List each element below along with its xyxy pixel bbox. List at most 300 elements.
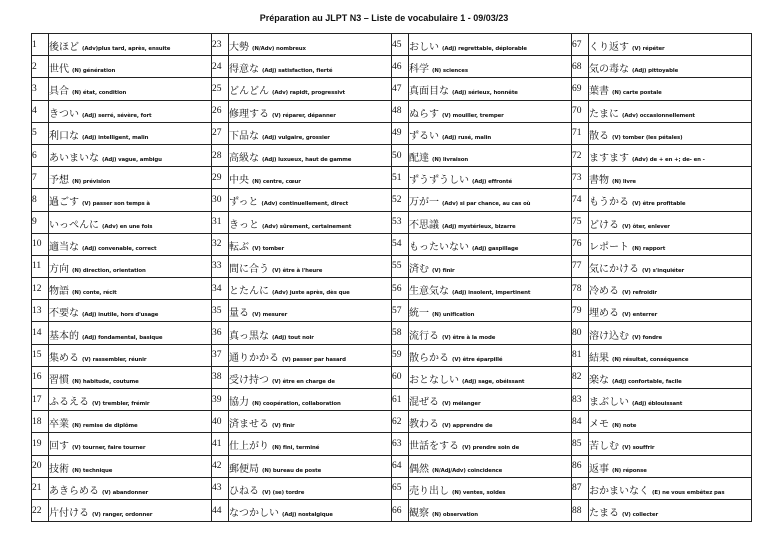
french-definition: (V) ranger, ordonner xyxy=(92,512,153,519)
japanese-word: 流行る xyxy=(409,330,439,342)
japanese-word: 気の毒な xyxy=(589,64,629,76)
table-row xyxy=(32,167,752,189)
japanese-word: 配達 xyxy=(409,153,429,165)
japanese-word: 真っ黒な xyxy=(229,330,269,342)
entry-number: 71 xyxy=(572,122,589,144)
vocab-entry xyxy=(589,300,752,322)
vocab-entry xyxy=(409,344,572,366)
japanese-word: 習慣 xyxy=(49,374,69,386)
entry-number: 21 xyxy=(32,477,49,499)
french-definition: (Adj) vague, ambigu xyxy=(102,157,162,164)
vocab-entry xyxy=(589,122,752,144)
table-row xyxy=(32,78,752,100)
vocab-entry xyxy=(409,122,572,144)
entry-number: 54 xyxy=(392,233,409,255)
japanese-word: どんどん xyxy=(229,86,269,98)
entry-number: 36 xyxy=(212,322,229,344)
japanese-word: 予想 xyxy=(49,175,69,187)
entry-number: 5 xyxy=(32,122,49,144)
entry-number: 31 xyxy=(212,211,229,233)
entry-number: 40 xyxy=(212,411,229,433)
japanese-word: 万が一 xyxy=(409,197,439,209)
table-row xyxy=(32,144,752,166)
french-definition: (Adj) tout noir xyxy=(272,334,314,341)
japanese-word: 卒業 xyxy=(49,419,69,431)
vocab-entry xyxy=(49,167,212,189)
vocab-entry xyxy=(409,189,572,211)
vocab-entry xyxy=(589,211,752,233)
french-definition: (N) remise de diplôme xyxy=(72,423,138,430)
vocab-entry xyxy=(409,56,572,78)
japanese-word: 冷める xyxy=(589,286,619,298)
japanese-word: 修理する xyxy=(229,108,269,120)
japanese-word: 不要な xyxy=(49,308,79,320)
table-row xyxy=(32,322,752,344)
vocab-entry xyxy=(589,255,752,277)
entry-number: 82 xyxy=(572,366,589,388)
table-row xyxy=(32,300,752,322)
table-row xyxy=(32,455,752,477)
vocab-entry xyxy=(409,278,572,300)
japanese-word: 技術 xyxy=(49,463,69,475)
vocab-entry xyxy=(229,34,392,56)
french-definition: (V) être éparpillé xyxy=(452,356,503,363)
french-definition: (Adj) éblouissant xyxy=(632,401,683,408)
entry-number: 11 xyxy=(32,255,49,277)
vocab-entry xyxy=(409,211,572,233)
japanese-word: 量る xyxy=(229,308,249,320)
entry-number: 44 xyxy=(212,499,229,521)
japanese-word: 散る xyxy=(589,130,609,142)
french-definition: (N) réponse xyxy=(612,467,647,474)
entry-number: 81 xyxy=(572,344,589,366)
vocabulary-table xyxy=(31,33,752,522)
french-definition: (Adj) confortable, facile xyxy=(612,378,682,385)
french-definition: (V) collecter xyxy=(622,512,659,519)
entry-number: 2 xyxy=(32,56,49,78)
table-row xyxy=(32,477,752,499)
entry-number: 7 xyxy=(32,167,49,189)
japanese-word: まぶしい xyxy=(589,397,629,409)
japanese-word: レポート xyxy=(589,241,629,253)
japanese-word: 統一 xyxy=(409,308,429,320)
japanese-word: 不思議 xyxy=(409,219,439,231)
entry-number: 79 xyxy=(572,300,589,322)
vocab-entry xyxy=(589,233,752,255)
entry-number: 70 xyxy=(572,100,589,122)
vocab-entry xyxy=(409,78,572,100)
french-definition: (N) direction, orientation xyxy=(72,267,146,274)
entry-number: 1 xyxy=(32,34,49,56)
vocab-entry xyxy=(49,233,212,255)
japanese-word: もったいない xyxy=(409,241,469,253)
vocab-entry xyxy=(229,122,392,144)
entry-number: 9 xyxy=(32,211,49,233)
vocab-entry xyxy=(49,144,212,166)
japanese-word: ふるえる xyxy=(49,397,89,409)
vocab-entry xyxy=(589,477,752,499)
japanese-word: 結果 xyxy=(589,352,609,364)
french-definition: (N) prévision xyxy=(72,179,111,186)
entry-number: 28 xyxy=(212,144,229,166)
entry-number: 49 xyxy=(392,122,409,144)
french-definition: (Adj) regrettable, déplorable xyxy=(442,46,527,53)
japanese-word: きつい xyxy=(49,108,79,120)
entry-number: 61 xyxy=(392,389,409,411)
vocab-entry xyxy=(589,389,752,411)
vocab-entry xyxy=(229,344,392,366)
entry-number: 69 xyxy=(572,78,589,100)
japanese-word: とたんに xyxy=(229,286,269,298)
french-definition: (V) (se) tordre xyxy=(262,489,305,496)
entry-number: 77 xyxy=(572,255,589,277)
french-definition: (V) être en charge de xyxy=(272,378,335,385)
entry-number: 12 xyxy=(32,278,49,300)
japanese-word: ますます xyxy=(589,153,629,165)
japanese-word: 通りかかる xyxy=(229,352,279,364)
entry-number: 34 xyxy=(212,278,229,300)
french-definition: (N/Adj/Adv) coïncidence xyxy=(432,467,503,474)
table-row xyxy=(32,344,752,366)
vocab-entry xyxy=(589,344,752,366)
vocab-entry xyxy=(589,189,752,211)
french-definition: (Adj) convenable, correct xyxy=(82,245,157,252)
table-row xyxy=(32,411,752,433)
french-definition: (Adv) de + en +; de- en - xyxy=(632,157,705,164)
japanese-word: 生意気な xyxy=(409,286,449,298)
japanese-word: もうかる xyxy=(589,197,629,209)
japanese-word: ずっと xyxy=(229,197,259,209)
japanese-word: たまる xyxy=(589,508,619,520)
japanese-word: 溶け込む xyxy=(589,330,629,342)
japanese-word: 高級な xyxy=(229,153,259,165)
entry-number: 72 xyxy=(572,144,589,166)
french-definition: (V) passer par hasard xyxy=(282,356,346,363)
japanese-word: 埋める xyxy=(589,308,619,320)
entry-number: 18 xyxy=(32,411,49,433)
vocab-entry xyxy=(409,455,572,477)
japanese-word: ひねる xyxy=(229,485,259,497)
french-definition: (V) refroidir xyxy=(622,290,657,297)
vocab-entry xyxy=(589,167,752,189)
vocab-entry xyxy=(49,322,212,344)
japanese-word: 得意な xyxy=(229,64,259,76)
vocab-entry xyxy=(409,389,572,411)
entry-number: 86 xyxy=(572,455,589,477)
japanese-word: 返事 xyxy=(589,463,609,475)
french-definition: (N) ventes, soldes xyxy=(452,489,506,496)
entry-number: 33 xyxy=(212,255,229,277)
french-definition: (N) technique xyxy=(72,467,113,474)
entry-number: 20 xyxy=(32,455,49,477)
vocab-entry xyxy=(409,233,572,255)
entry-number: 76 xyxy=(572,233,589,255)
entry-number: 47 xyxy=(392,78,409,100)
vocab-entry xyxy=(49,433,212,455)
entry-number: 74 xyxy=(572,189,589,211)
french-definition: (V) mesurer xyxy=(252,312,288,319)
japanese-word: 観察 xyxy=(409,508,429,520)
entry-number: 58 xyxy=(392,322,409,344)
french-definition: (Adj) effronté xyxy=(472,179,513,186)
vocab-entry xyxy=(589,322,752,344)
entry-number: 59 xyxy=(392,344,409,366)
vocab-entry xyxy=(229,144,392,166)
french-definition: (V) passer son temps à xyxy=(82,201,150,208)
japanese-word: 世話をする xyxy=(409,441,459,453)
french-definition: (V) réparer, dépanner xyxy=(272,112,336,119)
french-definition: (N) génération xyxy=(72,68,116,75)
french-definition: (V) tomber xyxy=(252,245,285,252)
french-definition: (V) tourner, faire tourner xyxy=(72,445,146,452)
vocab-entry xyxy=(49,300,212,322)
french-definition: (N) conte, récit xyxy=(72,290,117,297)
vocab-entry xyxy=(229,389,392,411)
entry-number: 42 xyxy=(212,455,229,477)
entry-number: 8 xyxy=(32,189,49,211)
french-definition: (Adv) juste après, dès que xyxy=(272,290,350,297)
entry-number: 48 xyxy=(392,100,409,122)
french-definition: (Adj) rusé, malin xyxy=(442,134,492,141)
japanese-word: 売り出し xyxy=(409,485,449,497)
french-definition: (V) mouiller, tremper xyxy=(442,112,504,119)
japanese-word: あいまいな xyxy=(49,153,99,165)
entry-number: 41 xyxy=(212,433,229,455)
entry-number: 85 xyxy=(572,433,589,455)
french-definition: (V) s'inquiéter xyxy=(642,267,685,274)
entry-number: 46 xyxy=(392,56,409,78)
table-row xyxy=(32,499,752,521)
entry-number: 29 xyxy=(212,167,229,189)
entry-number: 65 xyxy=(392,477,409,499)
entry-number: 83 xyxy=(572,389,589,411)
entry-number: 37 xyxy=(212,344,229,366)
french-definition: (N) bureau de poste xyxy=(262,467,322,474)
french-definition: (N) rapport xyxy=(632,245,666,252)
french-definition: (V) mélanger xyxy=(442,401,481,408)
japanese-word: 後ほど xyxy=(49,42,79,54)
vocab-entry xyxy=(409,411,572,433)
japanese-word: 済む xyxy=(409,263,429,275)
table-row xyxy=(32,255,752,277)
french-definition: (Adv) en une fois xyxy=(102,223,153,230)
entry-number: 45 xyxy=(392,34,409,56)
japanese-word: おかまいなく xyxy=(589,485,649,497)
french-definition: (N) fini, terminé xyxy=(272,445,320,452)
vocab-entry xyxy=(229,56,392,78)
vocab-entry xyxy=(229,189,392,211)
french-definition: (N) centre, cœur xyxy=(252,179,301,186)
french-definition: (Adv) rapidt, progressivt xyxy=(272,90,345,97)
japanese-word: 世代 xyxy=(49,64,69,76)
vocab-entry xyxy=(409,255,572,277)
entry-number: 30 xyxy=(212,189,229,211)
vocab-entry xyxy=(409,34,572,56)
french-definition: (Adj) sérieux, honnête xyxy=(452,90,518,97)
vocab-entry xyxy=(589,499,752,521)
vocab-entry xyxy=(409,499,572,521)
entry-number: 84 xyxy=(572,411,589,433)
vocab-entry xyxy=(229,255,392,277)
japanese-word: 利口な xyxy=(49,130,79,142)
table-row xyxy=(32,233,752,255)
french-definition: (V) ôter, enlever xyxy=(622,223,670,230)
french-definition: (Adv) continuellement, direct xyxy=(261,201,349,208)
vocab-entry xyxy=(49,189,212,211)
french-definition: (V) apprendre de xyxy=(442,423,493,430)
french-definition: (Adj) insolent, impertinent xyxy=(452,290,531,297)
french-definition: (V) être à la mode xyxy=(442,334,496,341)
entry-number: 6 xyxy=(32,144,49,166)
french-definition: (Adj) sage, obéissant xyxy=(462,378,525,385)
vocab-entry xyxy=(589,433,752,455)
french-definition: (Adj) mystérieux, bizarre xyxy=(442,223,516,230)
japanese-word: 散らかる xyxy=(409,352,449,364)
vocab-entry xyxy=(49,122,212,144)
french-definition: (V) prendre soin de xyxy=(462,445,520,452)
entry-number: 88 xyxy=(572,499,589,521)
french-definition: (N) note xyxy=(612,423,637,430)
french-definition: (Adj) inutile, hors d'usage xyxy=(82,312,159,319)
entry-number: 56 xyxy=(392,278,409,300)
vocab-entry xyxy=(589,78,752,100)
entry-number: 64 xyxy=(392,455,409,477)
french-definition: (N/Adv) nombreux xyxy=(252,46,306,53)
japanese-word: 片付ける xyxy=(49,508,89,520)
vocab-entry xyxy=(409,300,572,322)
japanese-word: なつかしい xyxy=(229,508,279,520)
vocab-entry xyxy=(409,433,572,455)
vocab-entry xyxy=(49,499,212,521)
vocab-entry xyxy=(409,477,572,499)
vocab-entry xyxy=(229,366,392,388)
vocab-entry xyxy=(229,322,392,344)
entry-number: 63 xyxy=(392,433,409,455)
french-definition: (V) tomber (les pétales) xyxy=(612,134,683,141)
french-definition: (Adj) satisfaction, fierté xyxy=(262,68,333,75)
table-row xyxy=(32,100,752,122)
japanese-word: 大勢 xyxy=(229,42,249,54)
japanese-word: 苦しむ xyxy=(589,441,619,453)
vocab-entry xyxy=(49,366,212,388)
vocab-entry xyxy=(589,144,752,166)
entry-number: 66 xyxy=(392,499,409,521)
vocab-entry xyxy=(49,255,212,277)
french-definition: (V) fondre xyxy=(632,334,663,341)
table-row xyxy=(32,56,752,78)
table-row xyxy=(32,34,752,56)
japanese-word: 書物 xyxy=(589,175,609,187)
vocab-entry xyxy=(49,34,212,56)
japanese-word: 偶然 xyxy=(409,463,429,475)
japanese-word: 郵便局 xyxy=(229,463,259,475)
vocab-entry xyxy=(409,100,572,122)
japanese-word: おとなしい xyxy=(409,374,459,386)
french-definition: (Adv)plus tard, après, ensuite xyxy=(82,46,171,53)
vocab-entry xyxy=(229,300,392,322)
vocab-entry xyxy=(409,167,572,189)
french-definition: (Adj) serré, sévère, fort xyxy=(82,112,152,119)
french-definition: (V) répéter xyxy=(632,46,665,53)
vocab-entry xyxy=(49,344,212,366)
entry-number: 52 xyxy=(392,189,409,211)
japanese-word: 中央 xyxy=(229,175,249,187)
japanese-word: たまに xyxy=(589,108,619,120)
vocab-entry xyxy=(49,78,212,100)
japanese-word: きっと xyxy=(229,219,259,231)
french-definition: (V) trembler, frémir xyxy=(92,401,150,408)
french-definition: (N) coopération, collaboration xyxy=(252,401,341,408)
vocab-entry xyxy=(589,100,752,122)
entry-number: 23 xyxy=(212,34,229,56)
japanese-word: 済ませる xyxy=(229,419,269,431)
entry-number: 26 xyxy=(212,100,229,122)
japanese-word: 楽な xyxy=(589,374,609,386)
vocab-entry xyxy=(589,56,752,78)
entry-number: 55 xyxy=(392,255,409,277)
vocab-entry xyxy=(49,477,212,499)
entry-number: 3 xyxy=(32,78,49,100)
table-row xyxy=(32,278,752,300)
vocab-entry xyxy=(49,100,212,122)
entry-number: 73 xyxy=(572,167,589,189)
french-definition: (N) livre xyxy=(612,179,636,186)
entry-number: 80 xyxy=(572,322,589,344)
japanese-word: おしい xyxy=(409,42,439,54)
japanese-word: 基本的 xyxy=(49,330,79,342)
french-definition: (N) unification xyxy=(432,312,475,319)
entry-number: 24 xyxy=(212,56,229,78)
japanese-word: 集める xyxy=(49,352,79,364)
vocab-entry xyxy=(229,411,392,433)
french-definition: (Adj) fondamental, basique xyxy=(82,334,163,341)
vocab-entry xyxy=(229,433,392,455)
french-definition: (Adv) sûrement, certainement xyxy=(262,223,352,230)
entry-number: 50 xyxy=(392,144,409,166)
japanese-word: 真面目な xyxy=(409,86,449,98)
table-row xyxy=(32,211,752,233)
japanese-word: 仕上がり xyxy=(229,441,269,453)
vocab-entry xyxy=(589,278,752,300)
vocab-entry xyxy=(229,477,392,499)
entry-number: 14 xyxy=(32,322,49,344)
japanese-word: ぬらす xyxy=(409,108,439,120)
japanese-word: いっぺんに xyxy=(49,219,99,231)
table-row xyxy=(32,366,752,388)
japanese-word: 回す xyxy=(49,441,69,453)
french-definition: (E) ne vous embêtez pas xyxy=(652,489,725,496)
french-definition: (N) résultat, conséquence xyxy=(612,356,689,363)
entry-number: 43 xyxy=(212,477,229,499)
japanese-word: 気にかける xyxy=(589,263,639,275)
vocabulary-table-body xyxy=(32,34,752,522)
vocab-entry xyxy=(589,455,752,477)
vocab-entry xyxy=(229,233,392,255)
french-definition: (Adj) gaspillage xyxy=(472,245,519,252)
vocab-entry xyxy=(409,144,572,166)
vocab-entry xyxy=(229,167,392,189)
japanese-word: 下品な xyxy=(229,130,259,142)
french-definition: (Adv) occasionnellement xyxy=(622,112,695,119)
vocab-entry xyxy=(49,455,212,477)
french-definition: (Adj) luxueux, haut de gamme xyxy=(262,157,352,164)
entry-number: 51 xyxy=(392,167,409,189)
entry-number: 25 xyxy=(212,78,229,100)
vocab-entry xyxy=(229,499,392,521)
japanese-word: 転ぶ xyxy=(229,241,249,253)
french-definition: (V) finir xyxy=(432,267,455,274)
french-definition: (N) livraison xyxy=(432,157,469,164)
